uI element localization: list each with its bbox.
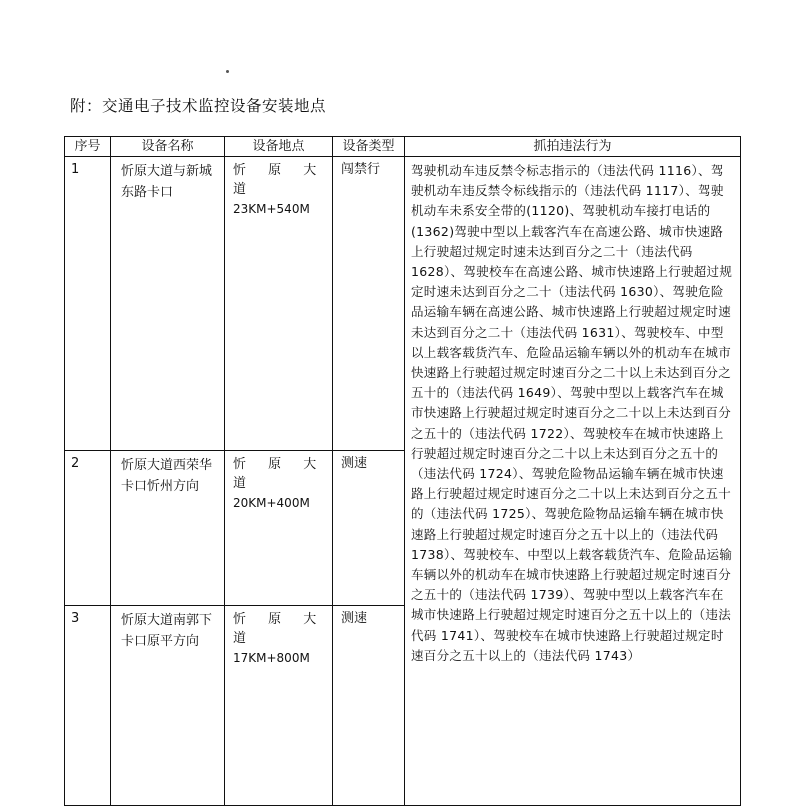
device-location [225,451,333,606]
header-violations: 抓拍违法行为 [405,137,741,157]
location-km: 20KM+400M [233,496,310,510]
device-location [225,606,333,806]
location-km: 23KM+540M [233,202,310,216]
device-type: 测速 [333,451,405,606]
location-road: 忻 原 大 道 [233,612,326,646]
header-device-location: 设备地点 [225,137,333,157]
row-number: 3 [65,606,111,806]
location-km: 17KM+800M [233,651,310,665]
location-road: 忻 原 大 道 [233,163,326,197]
scan-speck [226,70,229,73]
header-device-name: 设备名称 [111,137,225,157]
device-type: 闯禁行 [333,157,405,451]
table-row [65,157,741,451]
device-name: 忻原大道西荣华卡口忻州方向 [111,451,225,606]
row-number: 1 [65,157,111,451]
device-type: 测速 [333,606,405,806]
page-title: 附：交通电子技术监控设备安装地点 [70,97,327,115]
device-table [64,136,741,806]
row-number: 2 [65,451,111,606]
device-location [225,157,333,451]
header-device-type: 设备类型 [333,137,405,157]
header-no: 序号 [65,137,111,157]
device-name: 忻原大道南郭下卡口原平方向 [111,606,225,806]
device-name: 忻原大道与新城东路卡口 [111,157,225,451]
table-header-row [65,137,741,157]
location-road: 忻 原 大 道 [233,457,326,491]
violation-behaviors: 驾驶机动车违反禁令标志指示的（违法代码 1116）、驾驶机动车违反禁令标线指示的（违法代码 1117）、驾驶机动车未系安全带的(1120)、驾驶机动车接打电话的(1362)驾驶中型以上载客汽车在高速公路、城市快速路上行驶超过规定时速未达到百分之二十（违法代码 1628）、驾驶校车在高速公路、城市快速路上行驶超过规定时速未达到百分之二十（违法代码 1630）、驾驶危险品运输车辆在高速公路、城市快速路上行驶超过规定时速未达到百分之二十（违法代码 1631）、驾驶校车、中型以上载客载货汽车、危险品运输车辆以外的机动车在城市快速路上行驶超过规定时速百分之二十以上未达到百分之五十的（违法代码 1649）、驾驶中型以上载客汽车在城市快速路上行驶超过规定时速百分之二十以上未达到百分之五十的（违法代码 1722）、驾驶校车在城市快速路上行驶超过规定时速百分之二十以上未达到百分之五十的（违法代码 1724）、驾驶危险物品运输车辆在城市快速路上行驶超过规定时速百分之二十以上未达到百分之五十的（违法代码 1725）、驾驶危险物品运输车辆在城市快速路上行驶超过规定时速百分之五十以上的（违法代码 1738）、驾驶校车、中型以上载客载货汽车、危险品运输车辆以外的机动车在城市快速路上行驶超过规定时速百分之五十的（违法代码 1739）、驾驶中型以上载客汽车在城市快速路上行驶超过规定时速百分之五十以上的（违法代码 1741）、驾驶校车在城市快速路上行驶超过规定时速百分之五十以上的（违法代码 1743） [405,157,741,806]
